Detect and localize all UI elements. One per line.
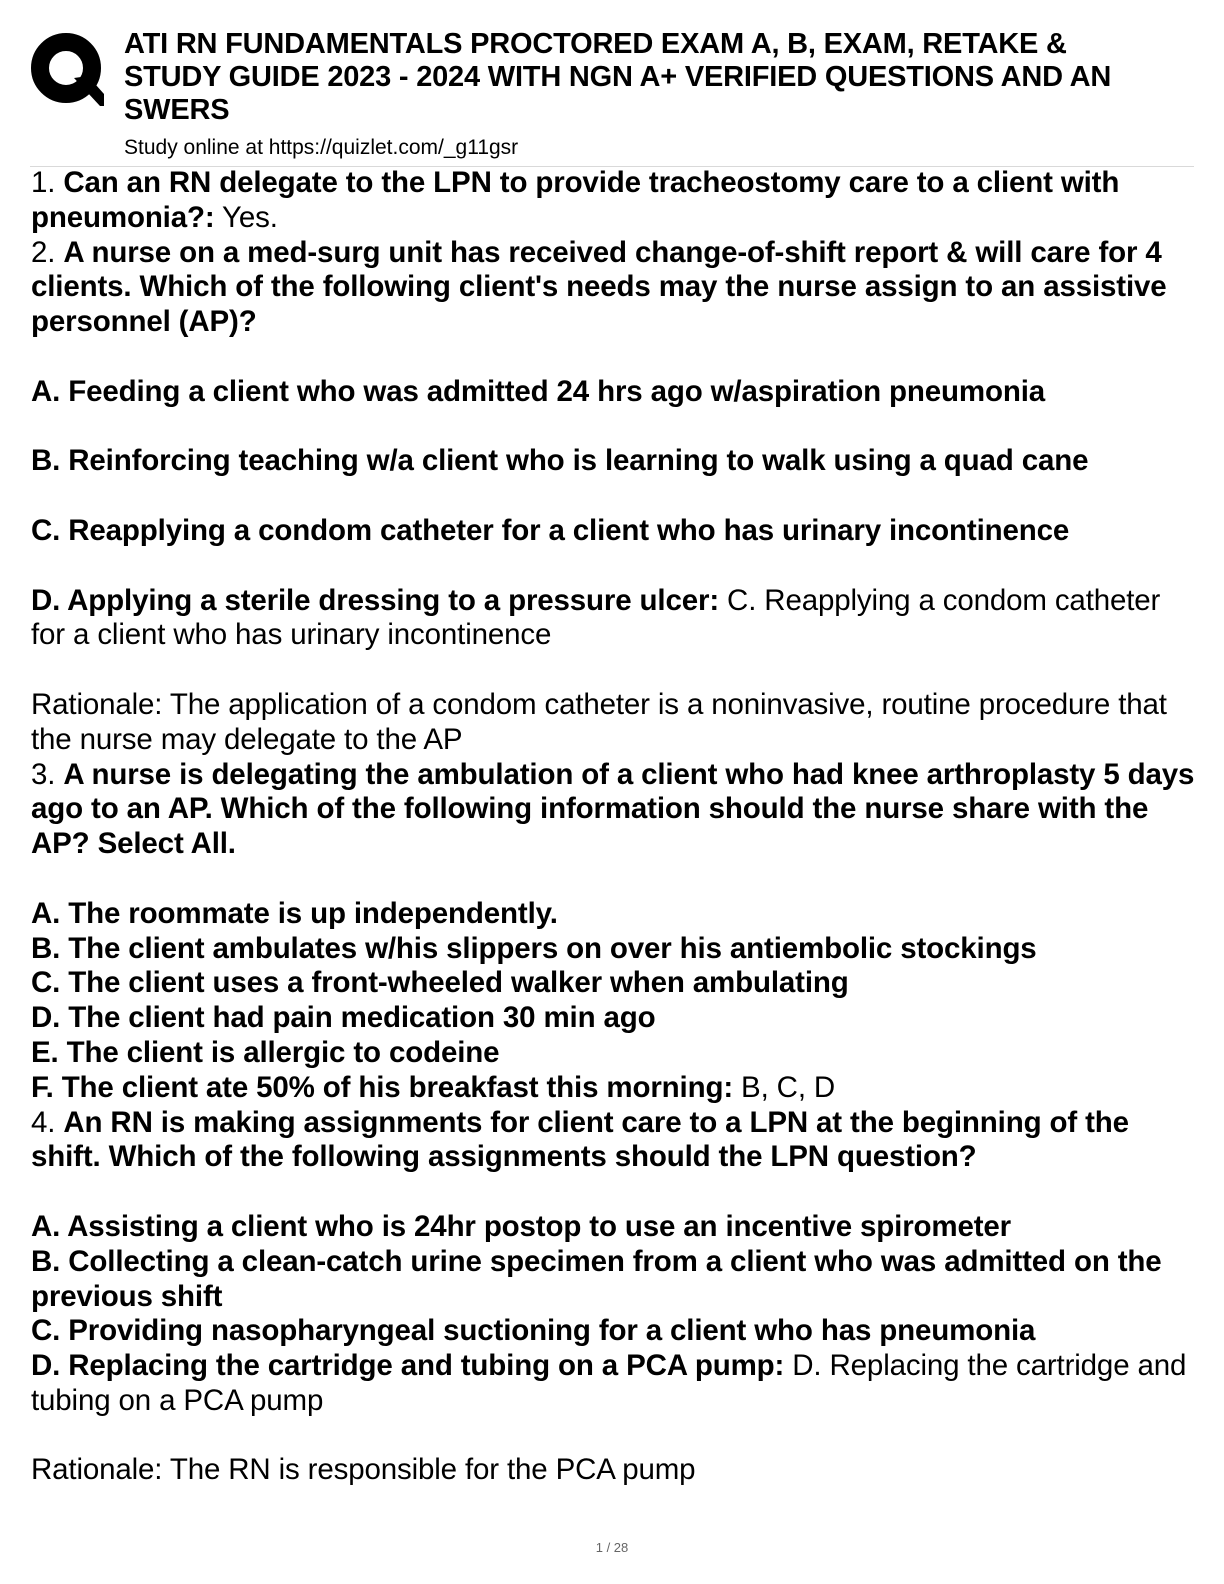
- answer-option: C. Providing nasopharyngeal suctioning for a client who has pneumonia: [31, 1314, 1036, 1348]
- question-answer: B, C, D: [733, 1070, 836, 1104]
- question-number: 4.: [31, 1105, 64, 1139]
- question-prompt: A nurse on a med-surg unit has received change-of-shift report & will care for 4 clients. Which of the following client's needs may the nurse assign to an assistive personnel (AP)?: [31, 235, 1167, 339]
- question-answer: C. Reapplying a condom catheter for a client who has urinary incontinence: [31, 583, 1161, 652]
- question-prompt: A nurse is delegating the ambulation of a client who had knee arthroplasty 5 days ago to an AP. Which of the following information should the nurse share with the AP? Select All.: [31, 757, 1195, 861]
- question-number: 3.: [31, 757, 64, 791]
- study-online-link[interactable]: Study online at https://quizlet.com/_g11gsr: [124, 136, 519, 159]
- question-prompt: An RN is making assignments for client care to a LPN at the beginning of the shift. Which of the following assignments should the LPN question?: [31, 1105, 1129, 1174]
- question-1: [31, 166, 1201, 236]
- question-number: 2.: [31, 235, 64, 269]
- question-number: 1.: [31, 166, 64, 199]
- answer-option: C. Reapplying a condom catheter for a client who has urinary incontinence: [31, 513, 1070, 547]
- questions-content: [31, 166, 1201, 1488]
- rationale: Rationale: The RN is responsible for the PCA pump: [31, 1453, 696, 1487]
- answer-option: C. The client uses a front-wheeled walker when ambulating: [31, 966, 849, 1000]
- title-line-3: SWERS: [124, 94, 230, 126]
- rationale: Rationale: The application of a condom catheter is a noninvasive, routine procedure that the nurse may delegate to the AP: [31, 687, 1167, 756]
- answer-option: A. Assisting a client who is 24hr postop to use an incentive spirometer: [31, 1209, 1012, 1243]
- question-2: [31, 236, 1201, 758]
- answer-option: B. Reinforcing teaching w/a client who is learning to walk using a quad cane: [31, 444, 1089, 478]
- document-title: [124, 28, 1220, 127]
- question-3: [31, 758, 1201, 1106]
- question-answer: D. Replacing the cartridge and tubing on a PCA pump: [31, 1349, 1187, 1417]
- title-line-2: STUDY GUIDE 2023 - 2024 WITH NGN A+ VERIFIED QUESTIONS AND AN: [124, 61, 1112, 93]
- answer-option: E. The client is allergic to codeine: [31, 1035, 500, 1069]
- question-4: [31, 1106, 1201, 1489]
- answer-option: F. The client ate 50% of his breakfast this morning:: [31, 1070, 733, 1104]
- question-prompt: Can an RN delegate to the LPN to provide tracheostomy care to a client with pneumonia?:: [31, 166, 1120, 234]
- page-number: 1 / 28: [595, 1540, 629, 1555]
- answer-option: D. The client had pain medication 30 min ago: [31, 1001, 656, 1035]
- quizlet-q-logo-icon: [30, 32, 104, 106]
- answer-option: B. The client ambulates w/his slippers on over his antiembolic stockings: [31, 931, 1037, 965]
- page-header: [30, 28, 1220, 166]
- answer-option: B. Collecting a clean-catch urine specimen from a client who was admitted on the previous shift: [31, 1244, 1162, 1313]
- answer-option: D. Applying a sterile dressing to a pressure ulcer:: [31, 583, 719, 617]
- question-answer: Yes.: [214, 200, 278, 234]
- answer-option: A. Feeding a client who was admitted 24 hrs ago w/aspiration pneumonia: [31, 374, 1045, 408]
- answer-option: A. The roommate is up independently.: [31, 896, 558, 930]
- title-line-1: ATI RN FUNDAMENTALS PROCTORED EXAM A, B, EXAM, RETAKE &: [124, 28, 1067, 60]
- answer-option: D. Replacing the cartridge and tubing on a PCA pump:: [31, 1349, 785, 1383]
